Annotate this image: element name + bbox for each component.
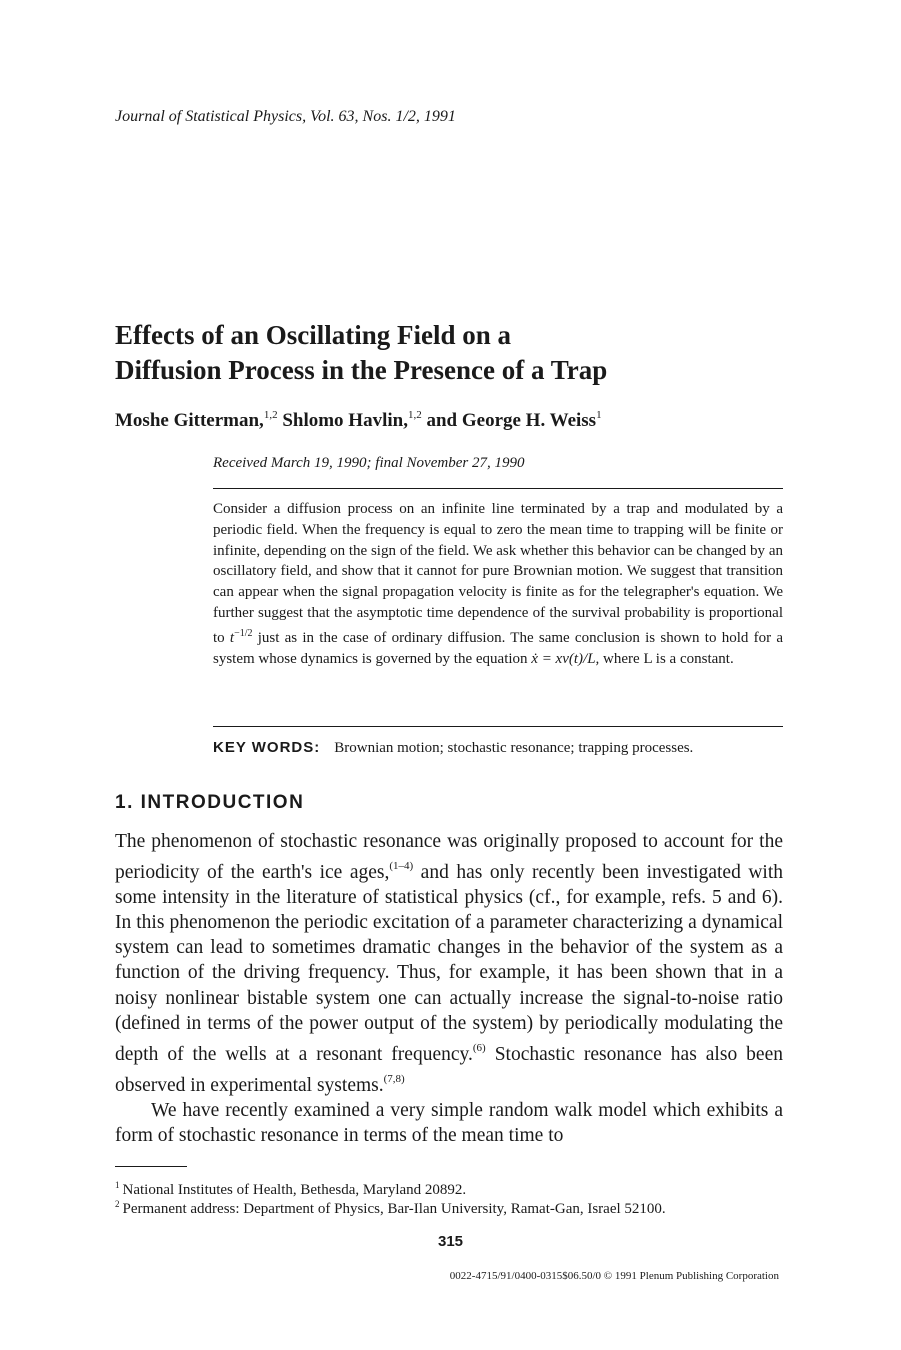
citation-ref: (6) [472,1041,486,1054]
intro-text: The phenomenon of stochastic resonance was originally proposed to account for the periodicity of the earth's ice ages, [115,831,783,884]
section-title: INTRODUCTION [140,792,305,813]
page-number: 315 [437,1233,464,1250]
footnote-text: National Institutes of Health, Bethesda, Maryland 20892. [122,1182,467,1198]
journal-citation: Journal of Statistical Physics, Vol. 63, Nos. 1/2, 1991 [115,108,456,125]
intro-text: Stochastic resonance has also been observed in experimental systems. [115,1043,783,1096]
author-name: and George H. Weiss [426,410,597,431]
author-affiliation: 1,2 [407,409,422,421]
footnote-text: Permanent address: Department of Physics, Bar-Ilan University, Ramat-Gan, Israel 52100. [122,1201,666,1217]
copyright-line: 0022-4715/91/0400-0315$06.50/0 © 1991 Plenum Publishing Corporation [449,1270,779,1282]
section-heading [115,792,304,814]
intro-text: and has only recently been investigated with some intensity in the literature of statistical physics (cf., for example, refs. 5 and 6). In this phenomenon the periodic excitation of a parameter characterizing a dynamical system can lead to sometimes dramatic changes in the behavior of the system as a function of the driving frequency. Thus, for example, it has been shown that in a noisy nonlinear bistable system one can actually increase the signal-to-noise ratio (defined in terms of the power output of the system) by periodically modulating the depth of the wells at a resonant frequency. [115,862,783,1065]
keywords [213,739,693,757]
footnote-mark: 1 [115,1180,120,1190]
author-affiliation: 1,2 [263,409,278,421]
received-dates: Received March 19, 1990; final November 27, 1990 [213,455,525,471]
citation-ref: (1–4) [389,860,414,873]
intro-paragraph-1 [115,829,783,1098]
abstract-exponent: −1/2 [234,627,253,639]
abstract-equation: ẋ = xv(t)/L, [531,650,600,667]
abstract-text-ending: where L is a constant. [599,650,734,667]
abstract-text: Consider a diffusion process on an infinite line terminated by a trap and modulated by a periodic field. When the frequency is equal to zero the mean time to trapping will be finite or infinite, depending on the sign of the field. We ask whether this behavior can be changed by an oscillatory field, and show that it cannot for pure Brownian motion. We suggest that transition can appear when the signal propagation velocity is finite as for the telegrapher's equation. We further suggest that the asymptotic time dependence of the survival probability is proportional to [213,501,783,646]
footnote-rule [115,1166,187,1167]
footnote-1 [115,1180,466,1199]
author-list [115,409,602,432]
citation-ref: (7,8) [383,1072,405,1085]
author-name: Shlomo Havlin, [282,410,408,431]
author-name: Moshe Gitterman, [115,410,264,431]
abstract-top-rule [213,488,783,489]
intro-paragraph-2: We have recently examined a very simple random walk model which exhibits a form of stochastic resonance in terms of the mean time to [115,1099,783,1147]
abstract [213,499,783,669]
abstract-t-symbol: t [229,629,235,646]
keywords-label: KEY WORDS: [213,739,321,756]
title-line-1: Effects of an Oscillating Field on a [115,320,511,350]
keywords-text: Brownian motion; stochastic resonance; trapping processes. [334,740,694,756]
footnote-mark: 2 [115,1199,120,1209]
paper-title [115,318,607,388]
author-affiliation: 1 [596,409,602,421]
footnote-2 [115,1199,666,1218]
abstract-bottom-rule [213,726,783,727]
introduction-body [115,829,783,1148]
abstract-text-continued: just as in the case of ordinary diffusion. The same conclusion is shown to hold for a system whose dynamics is governed by the equation [213,629,783,667]
title-line-2: Diffusion Process in the Presence of a Trap [115,355,608,385]
section-number: 1. [115,792,134,813]
